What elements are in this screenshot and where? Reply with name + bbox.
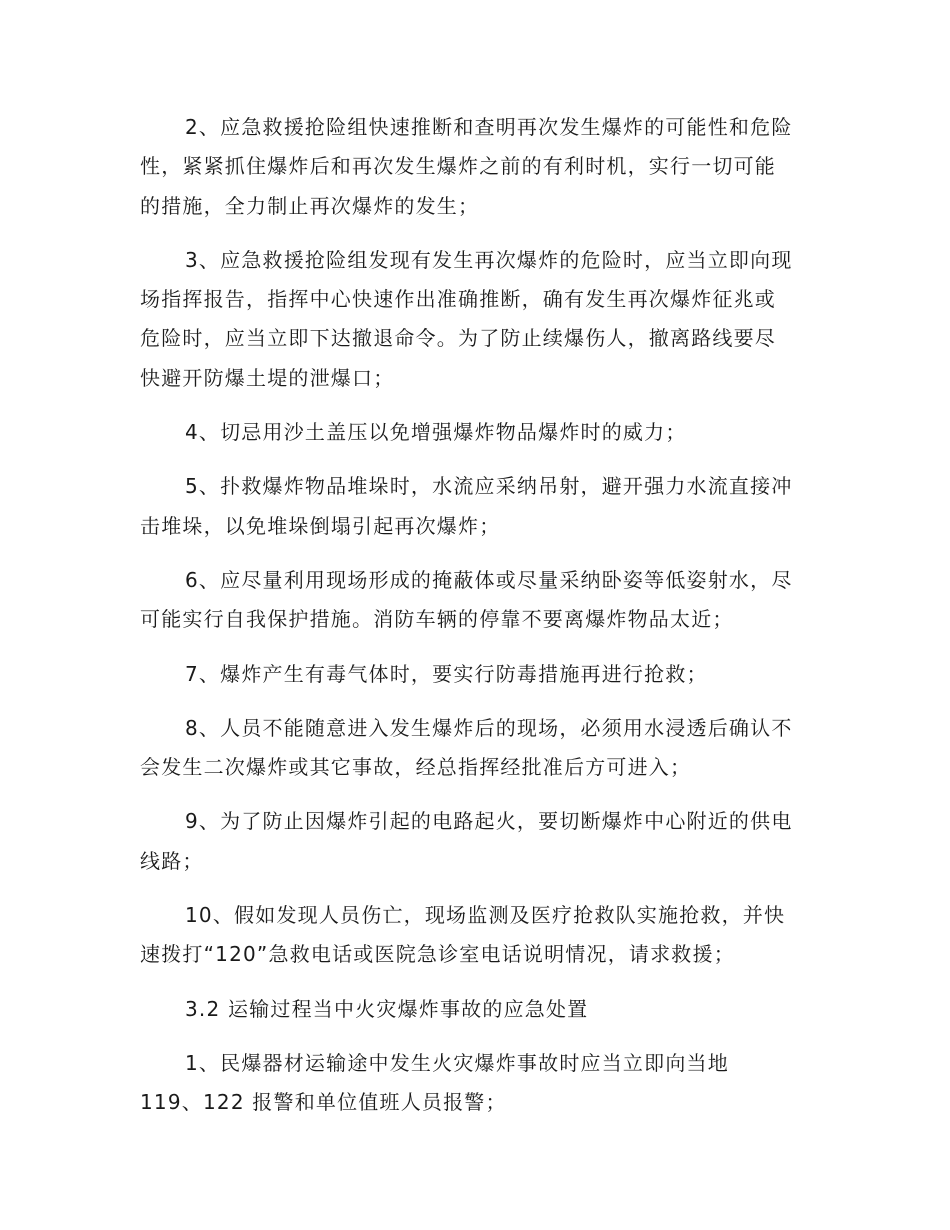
text-line: 的措施，全力制止再次爆炸的发生；	[140, 193, 480, 218]
paragraph-item-6	[140, 561, 812, 640]
text-line: 9、为了防止因爆炸引起的电路起火，要切断爆炸中心附近的供电	[185, 809, 793, 834]
text-line: 7、爆炸产生有毒气体时，要实行防毒措施再进行抢救；	[185, 661, 708, 686]
text-line: 8、人员不能随意进入发生爆炸后的现场，必须用水浸透后确认不	[185, 715, 793, 740]
text-line: 10、假如发现人员伤亡，现场监测及医疗抢救队实施抢救，并快	[185, 903, 786, 928]
text-line: 场指挥报告，指挥中心快速作出准确推断，确有发生再次爆炸征兆或	[140, 287, 776, 312]
document-page	[140, 108, 812, 1138]
paragraph-item-10	[140, 896, 812, 975]
text-line: 性，紧紧抓住爆炸后和再次发生爆炸之前的有利时机，实行一切可能	[140, 154, 776, 179]
text-line: 快避开防爆土堤的泄爆口；	[140, 365, 395, 390]
text-line: 2、应急救援抢险组快速推断和查明再次发生爆炸的可能性和危险	[185, 115, 793, 139]
text-line: 会发生二次爆炸或其它事故，经总指挥经批准后方可进入；	[140, 755, 692, 780]
text-line: 线路；	[140, 848, 204, 873]
text-line: 可能实行自我保护措施。消防车辆的停靠不要离爆炸物品太近；	[140, 607, 734, 632]
text-line: 3、应急救援抢险组发现有发生再次爆炸的危险时，应当立即向现	[185, 247, 793, 272]
paragraph-item-4	[140, 413, 812, 452]
text-line: 1、民爆器材运输途中发生火灾爆炸事故时应当立即向当地	[185, 1050, 729, 1075]
paragraph-item-5	[140, 467, 812, 546]
paragraph-item-1-transport	[140, 1044, 812, 1123]
text-line: 击堆垛，以免堆垛倒塌引起再次爆炸；	[140, 513, 501, 538]
text-line: 5、扑救爆炸物品堆垛时，水流应采纳吊射，避开强力水流直接冲	[185, 474, 793, 499]
section-heading	[140, 990, 812, 1029]
text-line: 速拨打“120”急救电话或医院急诊室电话说明情况，请求救援；	[140, 942, 735, 967]
text-line: 4、切忌用沙土盖压以免增强爆炸物品爆炸时的威力；	[185, 420, 687, 445]
text-line: 119、122 报警和单位值班人员报警；	[140, 1090, 507, 1115]
section-heading-text: 3.2 运输过程当中火灾爆炸事故的应急处置	[185, 996, 589, 1021]
paragraph-item-8	[140, 709, 812, 788]
paragraph-item-3	[140, 241, 812, 398]
paragraph-item-7	[140, 655, 812, 694]
paragraph-item-9	[140, 802, 812, 881]
paragraph-item-2	[140, 108, 812, 226]
text-line: 6、应尽量利用现场形成的掩蔽体或尽量采纳卧姿等低姿射水，尽	[185, 567, 793, 592]
text-line: 危险时，应当立即下达撤退命令。为了防止续爆伤人，撤离路线要尽	[140, 326, 776, 351]
